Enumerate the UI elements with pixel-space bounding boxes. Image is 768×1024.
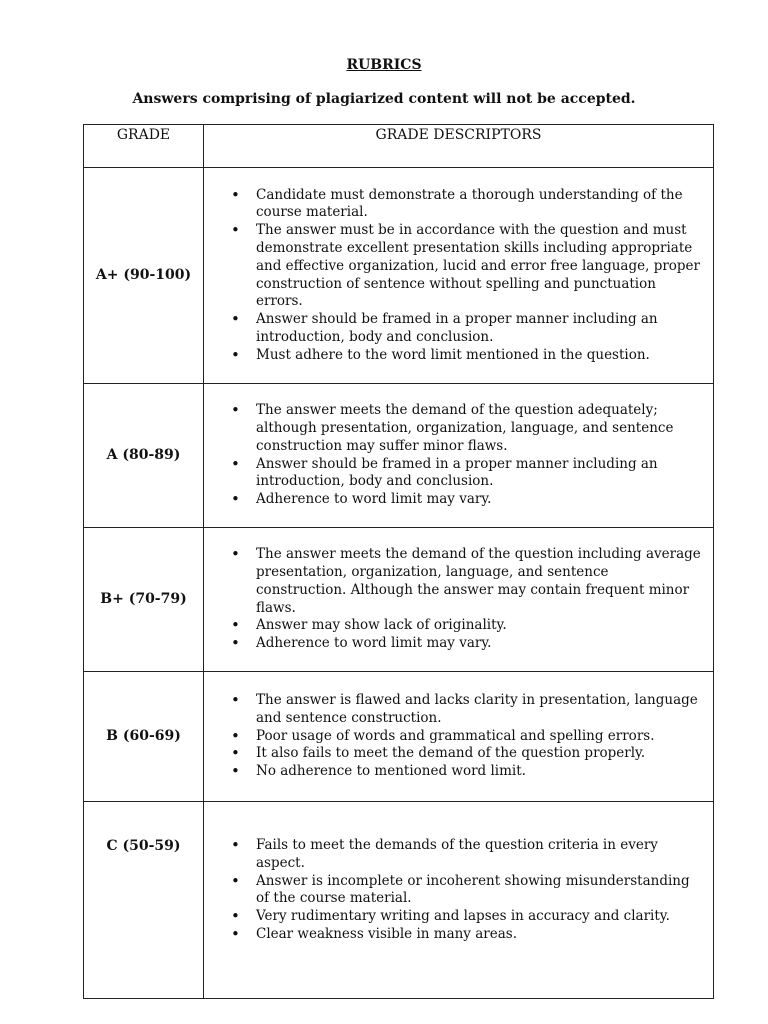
table-header-row: [84, 125, 714, 168]
list-item: • Answer should be framed in a proper manner including an introduction, body and conclusion.: [256, 456, 703, 492]
list-item: • No adherence to mentioned word limit.: [256, 763, 703, 781]
list-item: • Answer should be framed in a proper manner including an introduction, body and conclusion.: [256, 311, 703, 347]
list-item: • Clear weakness visible in many areas.: [256, 926, 703, 944]
table-row: [84, 168, 714, 384]
grade-cell: B+ (70-79): [84, 528, 204, 672]
plagiarism-notice: Answers comprising of plagiarized content will not be accepted.: [132, 91, 636, 107]
descriptor-cell: [204, 672, 714, 802]
descriptor-cell: [204, 528, 714, 672]
list-item: • The answer must be in accordance with the question and must demonstrate excellent presentation skills including appropriate and effective organization, lucid and error free language, proper construction of sentence without spelling and punctuation errors.: [256, 222, 703, 311]
descriptor-list: [204, 692, 703, 781]
header-grade-descriptors: GRADE DESCRIPTORS: [204, 125, 714, 168]
list-item: • Candidate must demonstrate a thorough understanding of the course material.: [256, 187, 703, 223]
list-item: • Fails to meet the demands of the question criteria in every aspect.: [256, 837, 703, 873]
descriptor-cell: [204, 802, 714, 999]
grade-cell: B (60-69): [84, 672, 204, 802]
descriptor-cell: [204, 168, 714, 384]
list-item: • The answer meets the demand of the question adequately; although presentation, organization, language, and sentence construction may suffer minor flaws.: [256, 402, 703, 455]
list-item: • Answer is incomplete or incoherent showing misunderstanding of the course material.: [256, 873, 703, 909]
grade-cell: A+ (90-100): [84, 168, 204, 384]
table-row: [84, 384, 714, 528]
rubric-table: [83, 124, 714, 999]
list-item: • Must adhere to the word limit mentioned in the question.: [256, 347, 703, 365]
grade-cell: A (80-89): [84, 384, 204, 528]
list-item: • The answer meets the demand of the question including average presentation, organization, language, and sentence construction. Although the answer may contain frequent minor flaws.: [256, 546, 703, 617]
page-title: RUBRICS: [346, 57, 422, 73]
table-row: [84, 672, 714, 802]
list-item: • Adherence to word limit may vary.: [256, 635, 703, 653]
descriptor-list: [204, 546, 703, 653]
list-item: • The answer is flawed and lacks clarity in presentation, language and sentence construction.: [256, 692, 703, 728]
list-item: • Poor usage of words and grammatical and spelling errors.: [256, 728, 703, 746]
list-item: • Very rudimentary writing and lapses in accuracy and clarity.: [256, 908, 703, 926]
descriptor-list: [204, 837, 703, 944]
descriptor-list: [204, 402, 703, 509]
descriptor-cell: [204, 384, 714, 528]
table-row: [84, 528, 714, 672]
descriptor-list: [204, 187, 703, 365]
list-item: • Answer may show lack of originality.: [256, 617, 703, 635]
list-item: • Adherence to word limit may vary.: [256, 491, 703, 509]
table-row: [84, 802, 714, 999]
grade-cell: C (50-59): [84, 802, 204, 999]
header-grade: GRADE: [84, 125, 204, 168]
list-item: • It also fails to meet the demand of the question properly.: [256, 745, 703, 763]
